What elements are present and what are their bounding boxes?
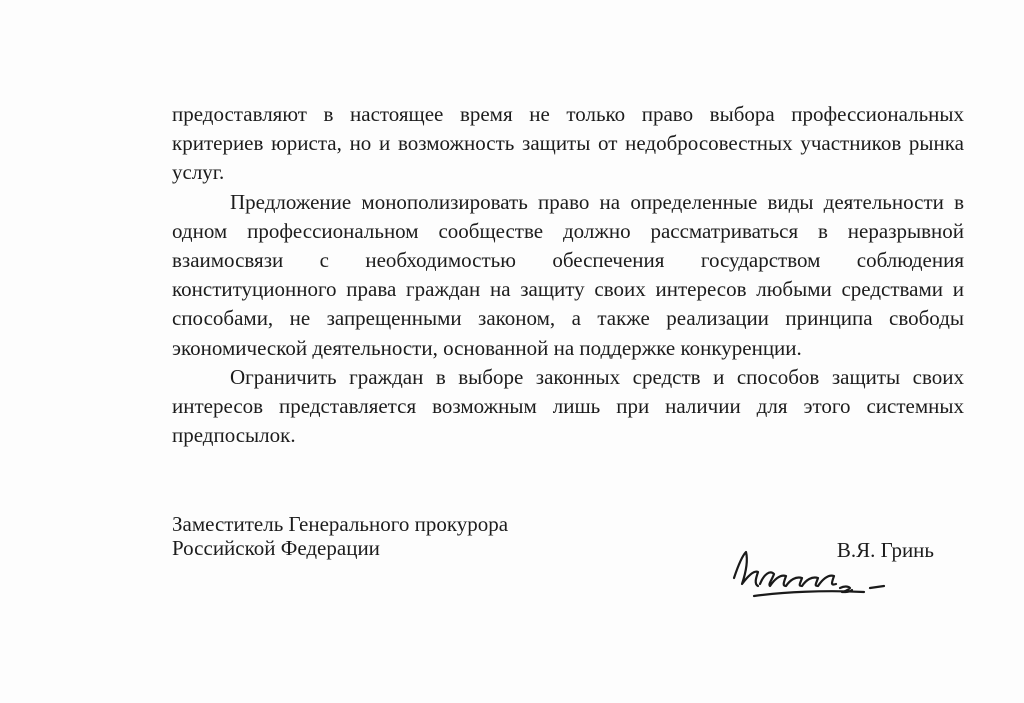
paragraph-continuation: предоставляют в настоящее время не только право выбора профессиональных критериев юриста, но и возможность защиты от недобросовестных участников рынка услуг. (172, 102, 964, 185)
paragraph-restriction: Ограничить граждан в выборе законных средств и способов защиты своих интересов представляется возможным лишь при наличии для этого системных предпосылок. (172, 364, 964, 448)
signer-position (172, 512, 508, 560)
signature-block (172, 512, 964, 602)
signer-position-line-1: Заместитель Генерального прокурора (172, 512, 509, 536)
signer-name: В.Я. Гринь (836, 538, 934, 562)
paragraph-monopoly-proposal: Предложение монополизировать право на определенные виды деятельности в одном профессиональном сообществе должно рассматриваться в неразрывной взаимосвязи с необходимостью обеспечения государством соблюдения конституционного права граждан на защиту своих интересов любыми средствами и способами, не запрещенными законом, а также реализации принципа свободы экономической деятельности, основанной на поддержке конкуренции. (172, 189, 964, 360)
signer-position-line-2: Российской Федерации (172, 536, 380, 560)
letter-body (172, 100, 964, 450)
